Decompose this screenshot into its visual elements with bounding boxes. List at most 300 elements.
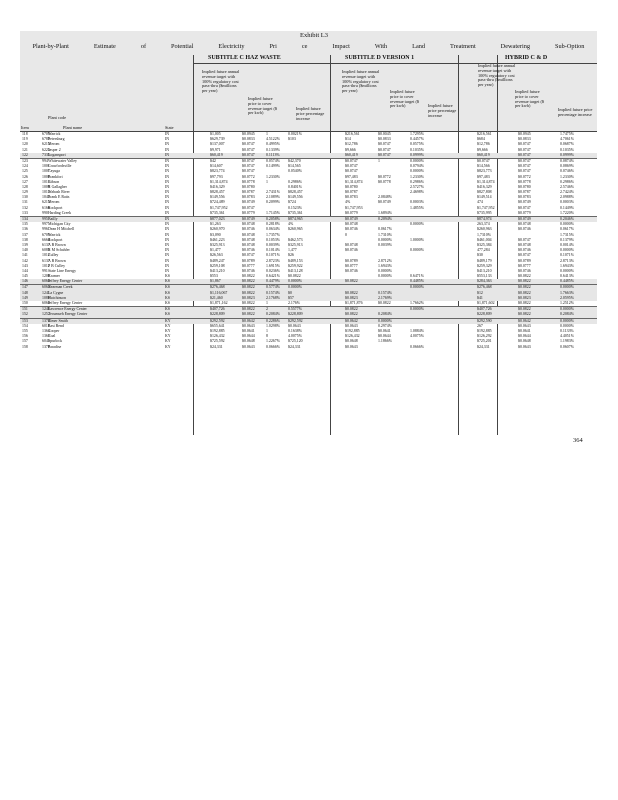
cell-g: 0.2986%: [410, 179, 424, 184]
cell-e: $0.0746: [345, 227, 358, 232]
cell-d: 0.1638%: [288, 328, 302, 333]
col-header-price-c: Implied future price to cover revenue target ($ per kwh): [248, 96, 278, 116]
cell-a: $1,005: [210, 132, 221, 136]
cell-b: $0.0747: [242, 142, 255, 147]
cell-f: 0.0039%: [378, 242, 392, 247]
cell-i: $0.0747: [518, 158, 531, 163]
cell-name: Wabash River: [48, 190, 70, 195]
cell-g: 0.0794%: [410, 164, 424, 169]
cell-name: Rockport: [48, 237, 63, 242]
cell-a: $828,457: [210, 190, 225, 195]
cell-j: 1.1983%: [560, 339, 574, 344]
cell-j: 0.0000%: [560, 285, 574, 290]
cell-code: 1012: [42, 253, 50, 258]
cell-g: 0.0666%: [410, 344, 424, 349]
cell-b: $0.0822: [242, 274, 255, 279]
cell-b: $0.0822: [242, 307, 255, 312]
cell-b: $0.0822: [242, 312, 255, 317]
cell-a: $1,477: [210, 248, 221, 253]
cell-h: $325,384: [477, 242, 492, 247]
cell-j: 0.0000%: [560, 222, 574, 227]
cell-i: $0.0748: [518, 222, 531, 227]
cell-a: $137,007: [210, 142, 225, 147]
cell-state: KS: [165, 274, 170, 279]
cell-d: $103: [288, 137, 296, 142]
title-word: Estimate: [93, 43, 116, 50]
cell-a: $14,607: [210, 164, 223, 169]
cell-d: 4%: [288, 222, 294, 227]
cell-code: 1009: [42, 184, 50, 189]
cell-g: 0.4485%: [410, 279, 424, 284]
cell-c: 2.1768%: [266, 295, 280, 300]
cell-code: 1374: [42, 318, 50, 323]
cell-a: $3,090: [210, 232, 221, 237]
cell-item: 151: [22, 307, 28, 312]
cell-i: $0.0823: [518, 295, 531, 300]
cell-f: 1.6894%: [378, 210, 392, 215]
cell-j: 1.7663%: [560, 290, 574, 295]
cell-item: 125: [22, 169, 28, 174]
cell-j: 0.2046%: [560, 217, 574, 221]
cell-h: $413,210: [477, 268, 492, 273]
title-word: of: [140, 43, 147, 50]
cell-i: $0.0747: [518, 253, 531, 258]
cell-state: IN: [165, 217, 170, 221]
cell-d: 1,477: [288, 248, 297, 253]
cell-name: Coal: [48, 334, 56, 339]
cell-a: $9,971: [210, 147, 221, 152]
cell-code: 6041: [42, 339, 50, 344]
cell-b: $0.0747: [242, 205, 255, 210]
cell-state: IN: [165, 200, 170, 205]
cell-code: 1080: [42, 295, 50, 300]
cell-g: 2.5727%: [410, 184, 424, 189]
cell-a: $60,419: [210, 152, 223, 157]
cell-d: $228,809: [288, 312, 303, 317]
cell-state: KY: [165, 344, 171, 349]
cell-i: $0.0746: [518, 248, 531, 253]
cell-b: $0.0779: [242, 210, 255, 215]
cell-j: 2.8713%: [560, 258, 574, 263]
cell-state: KS: [165, 285, 170, 290]
cell-d: 2.176%: [288, 301, 300, 305]
cell-item: 157: [22, 339, 28, 344]
cell-e: $0.0643: [345, 323, 358, 328]
col-header-plant-code: Plant code: [48, 115, 67, 120]
cell-code: 991: [42, 268, 48, 273]
cell-e: $0.0648: [345, 339, 358, 344]
cell-d: $260,965: [288, 227, 303, 232]
cell-i: $0.0746: [518, 227, 531, 232]
cell-code: 6785: [42, 137, 50, 142]
cell-c: 0.0634%: [266, 227, 280, 232]
cell-b: $0.0822: [242, 285, 255, 290]
cell-b: $0.0749: [242, 217, 255, 221]
cell-a: $26,563: [210, 253, 223, 258]
cell-g: 0.0000%: [410, 169, 424, 174]
cell-b: $0.0777: [242, 263, 255, 268]
cell-f: $0.0747: [378, 147, 391, 152]
cell-code: 995: [42, 217, 48, 221]
cell-e: $0.0746: [345, 248, 358, 253]
cell-i: $0.0748: [518, 242, 531, 247]
col-header-plant-name: Plant name: [63, 125, 83, 130]
cell-code: 997: [42, 222, 48, 227]
cell-f: 0.1574%: [378, 290, 392, 295]
cell-j: 2.0595%: [560, 295, 574, 300]
cell-a: $725,592: [210, 339, 225, 344]
cell-item: 141: [22, 253, 28, 258]
cell-c: 1.2330%: [266, 174, 280, 179]
cell-c: 0.4995%: [266, 142, 280, 147]
cell-a: $259,108: [210, 263, 225, 268]
cell-e: $0.0822: [345, 290, 358, 295]
cell-state: IN: [165, 142, 170, 147]
cell-h: $14,566: [477, 164, 490, 169]
cell-d: 0.0021%: [288, 132, 302, 136]
cell-code: 1010: [42, 179, 50, 184]
cell-state: KY: [165, 318, 171, 323]
cell-a: $42: [210, 158, 216, 163]
cell-j: 2.0988%: [560, 195, 574, 200]
cell-b: $0.0780: [242, 184, 255, 189]
cell-name: Jeffrey Energy Center: [48, 279, 83, 284]
cell-h: $823,773: [477, 169, 492, 174]
cell-c: 1.7145%: [266, 210, 280, 215]
cell-a: $407,726: [210, 307, 225, 312]
cell-name: F B Culley: [48, 263, 66, 268]
cell-code: 6064: [42, 285, 50, 290]
cell-a: $228,809: [210, 312, 225, 317]
cell-state: IN: [165, 263, 170, 268]
cell-f: $0.0833: [378, 137, 391, 142]
cell-b: $0.0749: [242, 200, 255, 205]
cell-h: 1,7310%: [477, 232, 491, 237]
cell-g: 0.0000%: [410, 248, 424, 253]
col-header-pct-c: Implied future price percentage increase: [296, 106, 325, 121]
title-word: Potential: [171, 43, 194, 50]
cell-code: 1043: [42, 195, 50, 200]
cell-j: 0.0000%: [560, 307, 574, 312]
cell-item: 122: [22, 152, 28, 157]
cell-e: $0.0747: [345, 158, 358, 163]
cell-h: $260,963: [477, 227, 492, 232]
cell-item: 134: [22, 217, 28, 221]
cell-j: 0.1133%: [560, 328, 574, 333]
cell-c: 2.8723%: [266, 258, 280, 263]
col-header-price-d: Implied future price to cover revenue target ($ per kwh): [390, 89, 420, 109]
cell-name: East Bend: [48, 323, 64, 328]
cell-a: $1,871,162: [210, 301, 228, 305]
cell-f: $0.0772: [378, 174, 391, 179]
cell-b: $0.0945: [242, 132, 255, 136]
cell-i: $0.0642: [518, 318, 531, 323]
cell-c: 1: [266, 132, 268, 136]
cell-h: 267: [477, 323, 483, 328]
cell-item: 139: [22, 242, 28, 247]
cell-h: $12,786: [477, 142, 490, 147]
cell-name: Merom: [48, 200, 60, 205]
cell-i: $0.0822: [518, 312, 531, 317]
cell-e: $216,561: [345, 132, 360, 136]
cell-a: $1,116,067: [210, 290, 228, 295]
cell-code: 994: [42, 158, 48, 163]
cell-code: 6137: [42, 258, 50, 263]
cell-i: $0.0945: [518, 132, 531, 136]
cell-b: $0.0833: [242, 137, 255, 142]
cell-item: 140: [22, 248, 28, 253]
cell-a: $292,592: [210, 318, 225, 323]
cell-name: R Gallagher: [48, 184, 67, 189]
cell-c: 0.4479%: [266, 279, 280, 284]
cell-name: Cooper: [48, 328, 60, 333]
cell-name: Whitewater Valley: [48, 158, 77, 163]
cell-j: 0.0869%: [560, 164, 574, 169]
cell-c: 0.0574%: [266, 158, 280, 163]
cell-e: $0.0749: [345, 217, 358, 221]
col-header-pct-d: Implied future price percentage increase: [428, 103, 457, 118]
cell-g: 0.4457%: [410, 137, 424, 142]
cell-state: IN: [165, 147, 170, 152]
cell-c: 1.6915%: [266, 263, 280, 268]
page-number: 364: [573, 437, 583, 444]
cell-b: $0.0783: [242, 195, 255, 200]
cell-a: $629,739: [210, 137, 225, 142]
cell-i: $0.0644: [518, 334, 531, 339]
cell-i: $0.0641: [518, 328, 531, 333]
cell-code: 1252: [42, 312, 50, 317]
cell-item: 129: [22, 190, 28, 195]
cell-state: IN: [165, 195, 170, 200]
cell-e: $0.0787: [345, 190, 358, 195]
col-header-state: State: [165, 125, 174, 130]
cell-a: $1,747,952: [210, 205, 228, 210]
cell-i: $0.0822: [518, 274, 531, 279]
cell-a: $877,023: [210, 217, 225, 221]
cell-d: 0.5577%: [288, 307, 302, 312]
cell-d: 4.0075%: [288, 334, 302, 339]
cell-name: Michigan City: [48, 222, 71, 227]
cell-j: 0.0874%: [560, 158, 574, 163]
cell-e: $0.0777: [345, 263, 358, 268]
cell-item: 150: [22, 301, 28, 305]
cell-h: $276,468: [477, 285, 492, 290]
cell-name: Kramer: [48, 274, 60, 279]
cell-item: 133: [22, 210, 28, 215]
cell-name: Dean H Mitchell: [48, 227, 75, 232]
cell-f: $0.0747: [378, 152, 391, 157]
cell-item: 128: [22, 184, 28, 189]
cell-b: $0.0747: [242, 158, 255, 163]
cell-h: $126,292: [477, 334, 492, 339]
cell-item: 136: [22, 227, 28, 232]
cell-d: $489,153: [288, 258, 303, 263]
cell-d: $325,913: [288, 242, 303, 247]
cell-c: 0.2286%: [266, 318, 280, 323]
cell-h: $684: [477, 137, 485, 142]
cell-g: 4.0075%: [410, 334, 424, 339]
cell-j: 0.0000%: [560, 248, 574, 253]
cell-name: Paradise: [48, 344, 62, 349]
cell-e: $0.0642: [345, 318, 358, 323]
cell-state: IN: [165, 232, 170, 237]
cell-a: $325,913: [210, 242, 225, 247]
cell-d: $0.0643: [288, 323, 301, 328]
cell-e: $0.0747: [345, 164, 358, 169]
cell-e: $97,483: [345, 174, 358, 179]
cell-e: $0.0747: [345, 169, 358, 174]
cell-g: 0.0000%: [410, 285, 424, 290]
cell-i: $0.0789: [518, 258, 531, 263]
cell-e: $1,747,953: [345, 205, 363, 210]
col-header-ceiling-h: Implied future annual revenue target with 100% regulatory cost pass-thru ($millions per year): [478, 63, 516, 88]
cell-state: IN: [165, 174, 170, 179]
cell-name: Rockport: [48, 205, 63, 210]
cell-i: $0.0772: [518, 174, 531, 179]
cell-b: $0.0746: [242, 227, 255, 232]
cell-state: KY: [165, 339, 171, 344]
cell-c: 0.5774%: [266, 285, 280, 290]
cell-g: 1.0884%: [410, 328, 424, 333]
cell-j: 0.2084%: [560, 312, 574, 317]
cell-h: $228,809: [477, 312, 492, 317]
cell-a: $126,432: [210, 334, 225, 339]
cell-d: 0.0000%: [288, 285, 302, 290]
cell-c: 1: [266, 179, 268, 184]
cell-h: 263,374: [477, 222, 490, 227]
cell-b: $0.0747: [242, 253, 255, 258]
cell-i: $0.0747: [518, 169, 531, 174]
cell-c: 0.2084%: [266, 312, 280, 317]
cell-a: $21,460: [210, 295, 223, 300]
cell-g: 1.0000%: [410, 237, 424, 242]
cell-h: $489,179: [477, 258, 492, 263]
cell-a: $416,329: [210, 184, 225, 189]
cell-b: $0.0641: [242, 328, 255, 333]
cell-item: 126: [22, 174, 28, 179]
cell-d: $725,120: [288, 339, 303, 344]
cell-e: $0.0822: [345, 279, 358, 284]
cell-h: $461,004: [477, 237, 492, 242]
cell-h: $553,133: [477, 274, 492, 279]
cell-d: 0.0000%: [288, 279, 302, 284]
cell-g: 1.2330%: [410, 174, 424, 179]
cell-a: $1,314,874: [210, 179, 228, 184]
cell-c: 1: [266, 301, 268, 305]
cell-d: $259,922: [288, 263, 303, 268]
cell-c: 1.0298%: [266, 323, 280, 328]
cell-b: $0.0748: [242, 232, 255, 237]
cell-h: $1,747,952: [477, 205, 495, 210]
cell-e: $60,419: [345, 152, 358, 157]
cell-i: $0.0778: [518, 179, 531, 184]
cell-e: $0.0643: [345, 344, 358, 349]
cell-name: Tecumseh Energy Center: [48, 312, 88, 317]
cell-item: 137: [22, 232, 28, 237]
cell-name: State Line Energy: [48, 268, 77, 273]
cell-i: $0.0822: [518, 301, 531, 305]
cell-a: $24,331: [210, 344, 223, 349]
cell-item: 121: [22, 147, 28, 152]
cell-code: 7335: [42, 152, 50, 157]
cell-state: KY: [165, 328, 171, 333]
cell-d: 0.2986%: [288, 179, 302, 184]
cell-name: Gibson: [48, 179, 60, 184]
cell-b: $0.0642: [242, 318, 255, 323]
cell-h: $1,314,874: [477, 179, 495, 184]
cell-e: $0.0746: [345, 268, 358, 273]
cell-a: $735,361: [210, 210, 225, 215]
cell-name: Logansport: [48, 152, 66, 157]
cell-name: Merom: [48, 142, 60, 147]
cell-j: 0.0746%: [560, 169, 574, 174]
cell-j: 0.1379%: [560, 237, 574, 242]
cell-g: 0.0000%: [410, 307, 424, 312]
cell-a: $553: [210, 274, 218, 279]
cell-state: KY: [165, 323, 171, 328]
cell-b: $0.0643: [242, 344, 255, 349]
cell-c: 2.7431%: [266, 190, 280, 195]
cell-f: $0.0749: [378, 200, 391, 205]
cell-j: 1.6943%: [560, 263, 574, 268]
cell-i: $0.0822: [518, 290, 531, 295]
cell-d: 0.8401%: [288, 184, 302, 189]
cell-code: 1012: [42, 263, 50, 268]
cell-j: 0.4485%: [560, 279, 574, 284]
cell-i: $0.0643: [518, 323, 531, 328]
cell-e: $1,871,876: [345, 301, 363, 305]
cell-b: $0.0748: [242, 237, 255, 242]
cell-item: 123: [22, 158, 28, 163]
cell-code: 1241: [42, 290, 50, 295]
cell-state: IN: [165, 222, 170, 227]
cell-e: $0.0748: [345, 222, 358, 227]
cell-state: IN: [165, 237, 170, 242]
cell-d: $57: [288, 295, 294, 300]
title-word: Plant-by-Plant: [32, 43, 69, 50]
cell-j: 0.0003%: [560, 200, 574, 205]
cell-code: 1007: [42, 169, 50, 174]
cell-f: 1.6943%: [378, 263, 392, 268]
cell-b: $0.0648: [242, 339, 255, 344]
cell-h: $735,995: [477, 210, 492, 215]
cell-code: 6166: [42, 205, 50, 210]
col-header-pct-h: Implied future price percentage increase: [558, 107, 593, 117]
cell-c: 1.2267%: [266, 339, 280, 344]
cell-e: $0.0789: [345, 258, 358, 263]
cell-code: 1378: [42, 344, 50, 349]
cell-state: KS: [165, 307, 170, 312]
cell-h: $60,419: [477, 152, 490, 157]
cell-b: $0.0748: [242, 242, 255, 247]
cell-j: 0.0000%: [560, 268, 574, 273]
cell-h: $407,726: [477, 307, 492, 312]
cell-c: 0.1053%: [266, 237, 280, 242]
cell-j: 0.0000%: [560, 318, 574, 323]
cell-g: 0.0999%: [410, 152, 424, 157]
cell-j: 0.1035%: [560, 147, 574, 152]
cell-j: 0.0687%: [560, 142, 574, 147]
cell-c: 0.0039%: [266, 242, 280, 247]
cell-state: IN: [165, 205, 170, 210]
cell-name: Bailly: [48, 217, 58, 221]
cell-b: $0.0746: [242, 268, 255, 273]
cell-i: $0.0747: [518, 147, 531, 152]
cell-a: $724,489: [210, 200, 225, 205]
cell-c: 8: [266, 334, 268, 339]
cell-item: 152: [22, 312, 28, 317]
cell-h: $216,561: [477, 132, 492, 136]
